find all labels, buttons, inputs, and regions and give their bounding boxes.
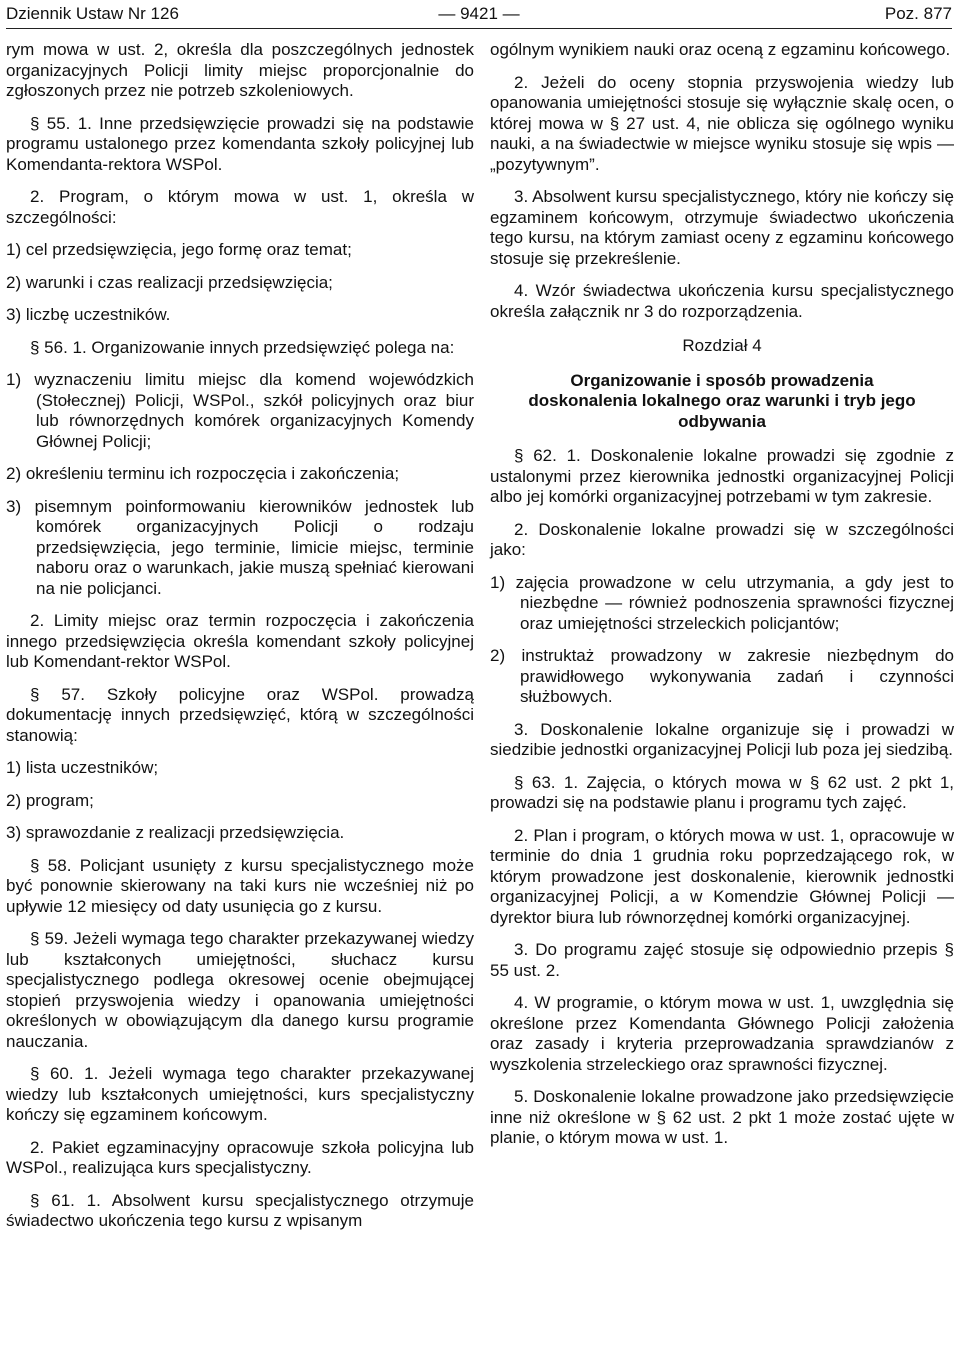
paragraph: 4. W programie, o którym mowa w ust. 1, uwzględnia się określone przez Komendanta Głównego Policji założenia oraz zasady i kryteria przeprowadzania sprawdzianów z wyszkolenia strzeleckiego oraz sprawności fizycznej. (490, 993, 954, 1074)
paragraph: 2. Jeżeli do oceny stopnia przyswojenia wiedzy lub opanowania umiejętności stosuje się wyłącznie skalę ocen, o której mowa w § 27 ust. 4, nie oblicza się ogólnego wyniku nauki, a na świadectwie w miejsce wyniku stosuje się wpis — „pozytywnym”. (490, 72, 954, 174)
list-item: 1) lista uczestników; (6, 758, 159, 777)
list-item: 3) sprawozdanie z realizacji przedsięwzięcia. (6, 823, 345, 842)
list-item: 3) liczbę uczestników. (6, 305, 171, 324)
paragraph: 2. Doskonalenie lokalne prowadzi się w szczególności jako: (490, 519, 954, 559)
paragraph: § 58. Policjant usunięty z kursu specjalistycznego może być ponownie skierowany na taki kurs nie wcześniej niż po upływie 12 miesięcy od daty usunięcia go z kursu. (6, 855, 474, 916)
list-item: 2) program; (6, 790, 94, 810)
paragraph: 3. Doskonalenie lokalne organizuje się i prowadzi w siedzibie jednostki organizacyjnej Policji lub poza jej siedzibą. (490, 719, 954, 759)
list-item: 1) zajęcia prowadzone w celu utrzymania, a gdy jest to niezbędne — również podnoszenia sprawności fizycznej oraz umiejętności strzeleckich policjantów; (490, 572, 954, 633)
chapter-title: Organizowanie i sposób prowadzenia doskonalenia lokalnego oraz warunki i tryb jego odbywania (528, 370, 916, 431)
paragraph: 3. Absolwent kursu specjalistycznego, który nie kończy się egzaminem końcowym, otrzymuje świadectwo ukończenia tego kursu, na którym zamiast oceny z egzaminu końcowego stosuje się przekreślenie. (490, 187, 954, 268)
list-item: 2) instruktaż prowadzony w zakresie niezbędnym do prawidłowego wykonywania zadań i czynności służbowych. (490, 646, 954, 706)
right-column (490, 40, 954, 1161)
chapter-label: Rozdział 4 (682, 336, 762, 355)
paragraph: § 57. Szkoły policyjne oraz WSPol. prowadzą dokumentację innych przedsięwzięć, którą w szczególności stanowią: (6, 684, 474, 745)
paragraph-continuation: rym mowa w ust. 2, określa dla poszczególnych jednostek organizacyjnych Policji limity miejsc proporcjonalnie do zgłoszonych przez nie potrzeb szkoleniowych. (6, 40, 474, 100)
paragraph-continuation: ogólnym wynikiem nauki oraz oceną z egzaminu końcowego. (490, 40, 951, 59)
position-number: Poz. 877 (884, 4, 952, 23)
paragraph: 4. Wzór świadectwa ukończenia kursu specjalistycznego określa załącznik nr 3 do rozporządzenia. (490, 281, 954, 321)
left-column (6, 40, 474, 1244)
page-number: — 9421 — (438, 4, 520, 23)
paragraph: § 59. Jeżeli wymaga tego charakter przekazywanej wiedzy lub kształconych umiejętności, słuchacz kursu specjalistycznego podlega okresowej ocenie obejmującej stopień przyswojenia wiedzy i opanowania umiejętności określonych w obowiązującym dla danego kursu programie nauczania. (6, 929, 474, 1051)
paragraph: 2. Pakiet egzaminacyjny opracowuje szkoła policyjna lub WSPol., realizująca kurs specjalistyczny. (6, 1137, 474, 1177)
paragraph: § 55. 1. Inne przedsięwzięcie prowadzi się na podstawie programu ustalonego przez komendanta szkoły policyjnej lub Komendanta-rektora WSPol. (6, 113, 474, 174)
paragraph: 2. Limity miejsc oraz termin rozpoczęcia i zakończenia innego przedsięwzięcia określa komendant szkoły policyjnej lub Komendant-rektor WSPol. (6, 611, 474, 671)
paragraph: § 60. 1. Jeżeli wymaga tego charakter przekazywanej wiedzy lub kształconych umiejętności, kurs specjalistyczny kończy się egzaminem końcowym. (6, 1064, 474, 1124)
paragraph: 2. Program, o którym mowa w ust. 1, określa w szczególności: (6, 187, 474, 227)
paragraph: § 61. 1. Absolwent kursu specjalistycznego otrzymuje świadectwo ukończenia tego kursu z wpisanym (6, 1190, 474, 1230)
paragraph: 3. Do programu zajęć stosuje się odpowiednio przepis § 55 ust. 2. (490, 940, 954, 980)
paragraph: § 56. 1. Organizowanie innych przedsięwzięć polega na: (30, 337, 455, 357)
list-item: 1) wyznaczeniu limitu miejsc dla komend wojewódzkich (Stołecznej) Policji, WSPol., szkół policyjnych oraz biur lub równorzędnych komórek organizacyjnych Komendy Głównej Policji; (6, 370, 474, 451)
list-item: 2) określeniu terminu ich rozpoczęcia i zakończenia; (6, 464, 400, 483)
paragraph: § 62. 1. Doskonalenie lokalne prowadzi się zgodnie z ustalonymi przez kierownika jednostki organizacyjnej Policji albo jej komórki organizacyjnej potrzebami w tym zakresie. (490, 446, 954, 506)
paragraph: 2. Plan i program, o których mowa w ust. 1, opracowuje w terminie do dnia 1 grudnia roku poprzedzającego rok, w którym prowadzone jest doskonalenie, kierownik jednostki organizacyjnej Policji, a w Komendzie Głównej Policji — dyrektor biura lub równorzędnej komórki organizacyjnej. (490, 825, 954, 927)
journal-title: Dziennik Ustaw Nr 126 (6, 4, 179, 23)
list-item: 2) warunki i czas realizacji przedsięwzięcia; (6, 272, 333, 292)
list-item: 3) pisemnym poinformowaniu kierowników jednostek lub komórek organizacyjnych Policji o rodzaju przedsięwzięcia, jego terminie, limicie miejsc, terminie naboru oraz o warunkach, jakie muszą spełniać kierowani na nie policjanci. (6, 496, 474, 598)
list-item: 1) cel przedsięwzięcia, jego formę oraz temat; (6, 240, 352, 259)
paragraph: § 63. 1. Zajęcia, o których mowa w § 62 ust. 2 pkt 1, prowadzi się na podstawie planu i programu tych zajęć. (490, 772, 954, 812)
paragraph: 5. Doskonalenie lokalne prowadzone jako przedsięwzięcie inne niż określone w § 62 ust. 2 pkt 1 może zostać ujęte w planie, o którym mowa w ust. 1. (490, 1087, 954, 1147)
page-header (6, 2, 952, 29)
